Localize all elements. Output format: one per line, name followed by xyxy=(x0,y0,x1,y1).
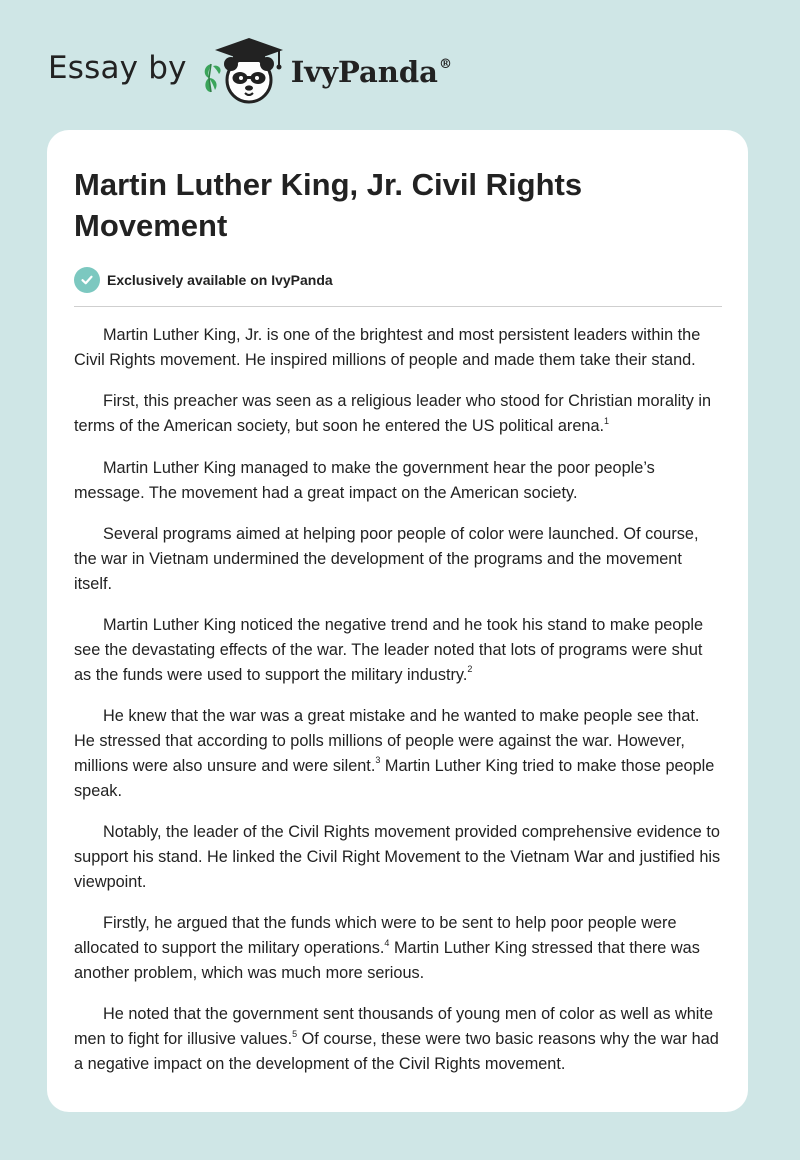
exclusive-label: Exclusively available on IvyPanda xyxy=(107,272,333,288)
paragraph xyxy=(74,911,724,985)
footnote-ref[interactable]: 3 xyxy=(375,755,381,766)
divider xyxy=(74,306,722,307)
essay-card xyxy=(47,130,748,1112)
check-circle-icon xyxy=(74,267,100,293)
essay-by-label: Essay by xyxy=(48,50,187,86)
registered-mark: ® xyxy=(438,57,452,72)
paragraph-text: Martin Luther King managed to make the government hear the poor people’s message. The movement had a great impact on the American society. xyxy=(74,458,655,502)
paragraph xyxy=(74,456,724,505)
paragraph xyxy=(74,323,724,372)
paragraph xyxy=(74,522,724,596)
brand-name xyxy=(291,55,452,89)
paragraph-text: Martin Luther King, Jr. is one of the brightest and most persistent leaders within the Civil Rights movement. He inspired millions of people and made them take their stand. xyxy=(74,326,701,369)
paragraph xyxy=(74,389,724,438)
paragraph-text: Firstly, he argued that the funds which were to be sent to help poor people were allocated to support the military operations. xyxy=(74,914,677,958)
paragraph xyxy=(74,613,724,687)
paragraph-text-tail: Martin Luther King stressed that there was another problem, which was much more serious. xyxy=(74,939,700,982)
paragraph xyxy=(74,704,724,803)
footnote-ref[interactable]: 5 xyxy=(292,1028,298,1039)
paragraph-text: He knew that the war was a great mistake and he wanted to make people see that. He stressed that according to polls millions of people were against the war. However, millions were also unsure and were silent. xyxy=(74,707,700,775)
brand-text: IvyPanda xyxy=(290,55,438,89)
footnote-ref[interactable]: 4 xyxy=(384,937,390,948)
paragraph-text-tail: Martin Luther King tried to make those people speak. xyxy=(74,756,715,800)
paragraph-text-tail: Of course, these were two basic reasons why the war had a negative impact on the development of the Civil Rights movement. xyxy=(74,1030,719,1073)
ivypanda-logo[interactable] xyxy=(201,34,452,108)
paragraph xyxy=(74,820,724,894)
essay-body xyxy=(74,323,724,1077)
panda-graduate-icon xyxy=(201,34,285,108)
paragraph-text: Notably, the leader of the Civil Rights movement provided comprehensive evidence to support his stand. He linked the Civil Right Movement to the Vietnam War and justified his viewpoint. xyxy=(74,823,721,891)
paragraph xyxy=(74,1002,724,1076)
paragraph-text: Martin Luther King noticed the negative trend and he took his stand to make people see the devastating effects of the war. The leader noted that lots of programs were shut as the funds were used to support the military industry. xyxy=(74,616,704,684)
page-title: Martin Luther King, Jr. Civil Rights Movement xyxy=(74,167,583,243)
paragraph-text: First, this preacher was seen as a religious leader who stood for Christian morality in terms of the American society, but soon he entered the US political arena. xyxy=(74,392,712,436)
site-header xyxy=(48,34,452,108)
paragraph-text: He noted that the government sent thousands of young men of color as well as white men to fight for illusive values. xyxy=(74,1005,714,1049)
footnote-ref[interactable]: 1 xyxy=(604,415,610,426)
paragraph-text: Several programs aimed at helping poor people of color were launched. Of course, the war in Vietnam undermined the development of the programs and the movement itself. xyxy=(74,525,699,593)
exclusive-badge xyxy=(74,266,722,294)
footnote-ref[interactable]: 2 xyxy=(467,664,473,675)
